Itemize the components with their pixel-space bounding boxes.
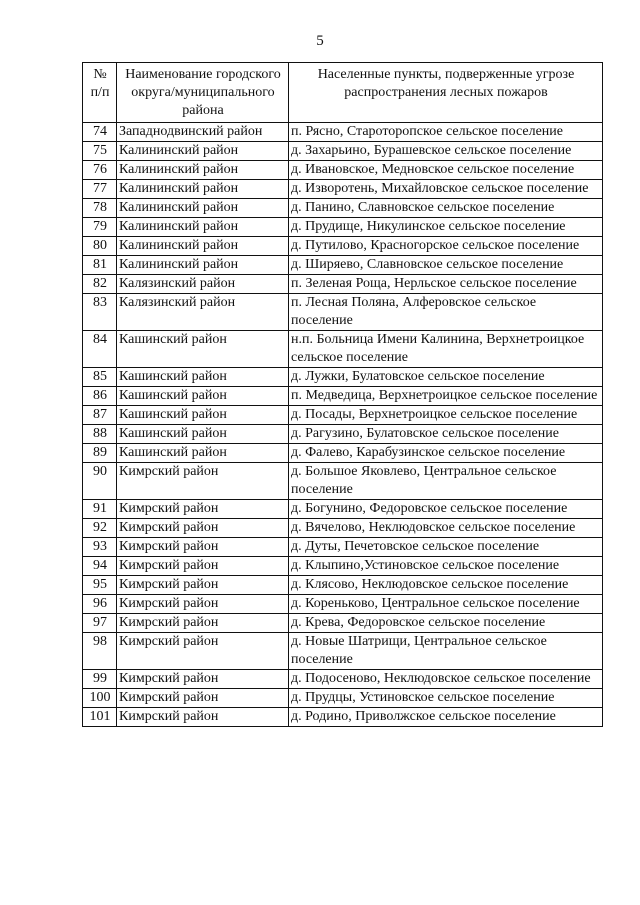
table-row: [83, 294, 603, 331]
row-settlement: д. Ивановское, Медновское сельское поселение: [289, 161, 603, 180]
row-settlement: н.п. Больница Имени Калинина, Верхнетроицкое сельское поселение: [289, 331, 603, 368]
table-row: [83, 708, 603, 727]
row-settlement: д. Клясово, Неклюдовское сельское поселение: [289, 576, 603, 595]
row-settlement: д. Подосеново, Неклюдовское сельское поселение: [289, 670, 603, 689]
row-district: Западнодвинский район: [117, 123, 289, 142]
row-district: Кимрский район: [117, 538, 289, 557]
row-district: Калининский район: [117, 237, 289, 256]
row-number: 97: [83, 614, 117, 633]
table-row: [83, 406, 603, 425]
row-number: 91: [83, 500, 117, 519]
table-row: [83, 633, 603, 670]
row-number: 92: [83, 519, 117, 538]
table-row: [83, 689, 603, 708]
row-settlement: д. Дуты, Печетовское сельское поселение: [289, 538, 603, 557]
header-settlements: Населенные пункты, подверженные угрозе распространения лесных пожаров: [289, 63, 603, 123]
row-district: Кимрский район: [117, 614, 289, 633]
fire-threat-settlements-table: [82, 62, 603, 727]
row-district: Калининский район: [117, 161, 289, 180]
row-district: Кашинский район: [117, 368, 289, 387]
row-settlement: д. Посады, Верхнетроицкое сельское поселение: [289, 406, 603, 425]
row-settlement: д. Вячелово, Неклюдовское сельское поселение: [289, 519, 603, 538]
row-number: 88: [83, 425, 117, 444]
row-district: Кашинский район: [117, 444, 289, 463]
row-settlement: п. Медведица, Верхнетроицкое сельское поселение: [289, 387, 603, 406]
row-district: Кимрский район: [117, 689, 289, 708]
table-row: [83, 595, 603, 614]
row-number: 98: [83, 633, 117, 670]
row-number: 87: [83, 406, 117, 425]
row-district: Кимрский район: [117, 595, 289, 614]
row-district: Калязинский район: [117, 275, 289, 294]
row-number: 100: [83, 689, 117, 708]
row-settlement: д. Лужки, Булатовское сельское поселение: [289, 368, 603, 387]
row-settlement: п. Рясно, Староторопское сельское поселение: [289, 123, 603, 142]
table-row: [83, 199, 603, 218]
table-row: [83, 237, 603, 256]
row-number: 101: [83, 708, 117, 727]
row-district: Калининский район: [117, 218, 289, 237]
table-row: [83, 500, 603, 519]
row-number: 77: [83, 180, 117, 199]
row-settlement: д. Прудище, Никулинское сельское поселение: [289, 218, 603, 237]
row-district: Калязинский район: [117, 294, 289, 331]
row-number: 83: [83, 294, 117, 331]
row-settlement: д. Фалево, Карабузинское сельское поселение: [289, 444, 603, 463]
table-row: [83, 670, 603, 689]
row-number: 79: [83, 218, 117, 237]
row-district: Кимрский район: [117, 519, 289, 538]
table-row: [83, 387, 603, 406]
row-district: Кимрский район: [117, 557, 289, 576]
row-number: 76: [83, 161, 117, 180]
table-row: [83, 142, 603, 161]
table-row: [83, 218, 603, 237]
row-number: 90: [83, 463, 117, 500]
row-number: 89: [83, 444, 117, 463]
row-number: 94: [83, 557, 117, 576]
row-settlement: д. Захарьино, Бурашевское сельское поселение: [289, 142, 603, 161]
page-number: 5: [316, 33, 324, 49]
row-district: Кимрский район: [117, 670, 289, 689]
row-district: Калининский район: [117, 142, 289, 161]
row-district: Кимрский район: [117, 500, 289, 519]
row-district: Кимрский район: [117, 633, 289, 670]
table-row: [83, 256, 603, 275]
table-row: [83, 425, 603, 444]
table-header-row: [83, 63, 603, 123]
row-settlement: д. Крева, Федоровское сельское поселение: [289, 614, 603, 633]
row-settlement: д. Богунино, Федоровское сельское поселение: [289, 500, 603, 519]
table-row: [83, 180, 603, 199]
row-district: Кашинский район: [117, 387, 289, 406]
row-settlement: д. Большое Яковлево, Центральное сельское поселение: [289, 463, 603, 500]
table-row: [83, 331, 603, 368]
row-district: Кашинский район: [117, 331, 289, 368]
row-number: 93: [83, 538, 117, 557]
row-settlement: д. Рагузино, Булатовское сельское поселение: [289, 425, 603, 444]
table-row: [83, 614, 603, 633]
row-district: Кашинский район: [117, 425, 289, 444]
row-number: 84: [83, 331, 117, 368]
table-row: [83, 519, 603, 538]
header-number: № п/п: [83, 63, 117, 123]
table-row: [83, 576, 603, 595]
row-settlement: д. Ширяево, Славновское сельское поселение: [289, 256, 603, 275]
row-district: Калининский район: [117, 256, 289, 275]
row-number: 82: [83, 275, 117, 294]
row-settlement: д. Панино, Славновское сельское поселение: [289, 199, 603, 218]
row-district: Калининский район: [117, 199, 289, 218]
row-number: 86: [83, 387, 117, 406]
row-settlement: д. Новые Шатрищи, Центральное сельское поселение: [289, 633, 603, 670]
row-number: 81: [83, 256, 117, 275]
row-settlement: д. Изворотень, Михайловское сельское поселение: [289, 180, 603, 199]
table-row: [83, 123, 603, 142]
row-number: 80: [83, 237, 117, 256]
table-body: [83, 123, 603, 727]
row-settlement: д. Клыпино,Устиновское сельское поселение: [289, 557, 603, 576]
row-number: 74: [83, 123, 117, 142]
table-row: [83, 161, 603, 180]
row-settlement: д. Прудцы, Устиновское сельское поселение: [289, 689, 603, 708]
row-district: Кашинский район: [117, 406, 289, 425]
row-settlement: д. Кореньково, Центральное сельское поселение: [289, 595, 603, 614]
row-number: 96: [83, 595, 117, 614]
header-district: Наименование городского округа/муниципального района: [117, 63, 289, 123]
row-settlement: д. Родино, Приволжское сельское поселение: [289, 708, 603, 727]
row-district: Кимрский район: [117, 576, 289, 595]
row-district: Калининский район: [117, 180, 289, 199]
table-row: [83, 557, 603, 576]
row-district: Кимрский район: [117, 463, 289, 500]
table-row: [83, 463, 603, 500]
table-row: [83, 368, 603, 387]
row-settlement: п. Лесная Поляна, Алферовское сельское поселение: [289, 294, 603, 331]
row-number: 95: [83, 576, 117, 595]
row-settlement: п. Зеленая Роща, Нерльское сельское поселение: [289, 275, 603, 294]
table-row: [83, 444, 603, 463]
row-district: Кимрский район: [117, 708, 289, 727]
table-row: [83, 538, 603, 557]
row-settlement: д. Путилово, Красногорское сельское поселение: [289, 237, 603, 256]
row-number: 78: [83, 199, 117, 218]
row-number: 75: [83, 142, 117, 161]
table-row: [83, 275, 603, 294]
row-number: 85: [83, 368, 117, 387]
row-number: 99: [83, 670, 117, 689]
